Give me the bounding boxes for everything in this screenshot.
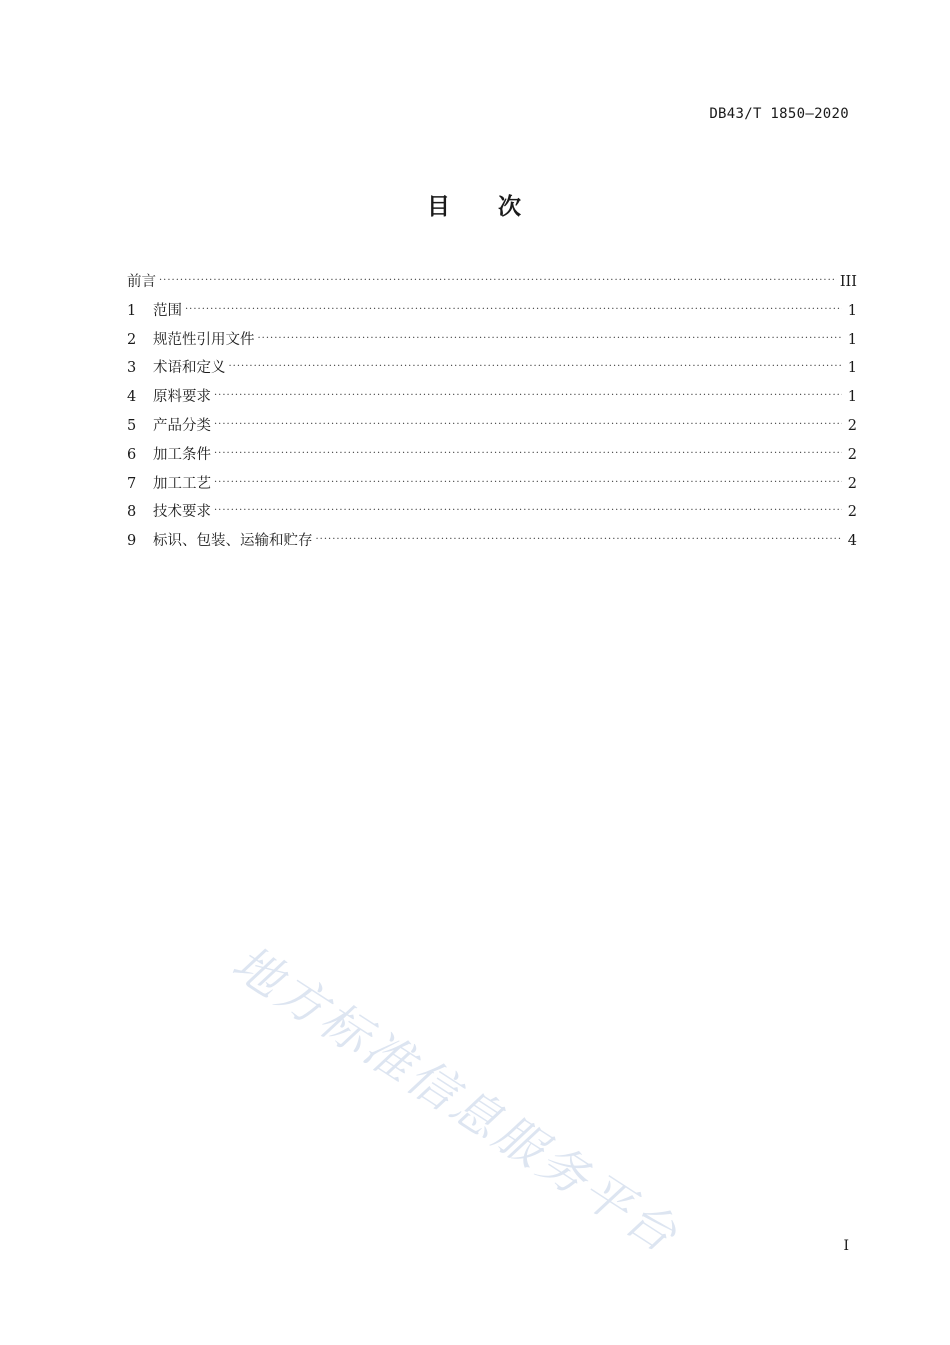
- toc-entry-number: 3: [127, 360, 137, 377]
- toc-entry-label: 术语和定义: [153, 360, 226, 377]
- toc-entry-number: 4: [127, 389, 137, 406]
- toc-entry-label: 规范性引用文件: [153, 331, 255, 348]
- toc-entry-9[interactable]: [127, 527, 857, 556]
- toc-leader-dots: [159, 267, 837, 296]
- toc-entry-3[interactable]: [127, 354, 857, 383]
- toc-entry-number: 2: [127, 331, 137, 348]
- toc-entry-page: 2: [847, 475, 857, 492]
- toc-entry-label: 技术要求: [153, 504, 211, 521]
- toc-leader-dots: [258, 325, 843, 354]
- toc-entry-label: 原料要求: [153, 389, 211, 406]
- toc-leader-dots: [229, 353, 843, 382]
- toc-leader-dots: [214, 382, 842, 411]
- watermark-text: 地方标准信息服务平台: [222, 934, 689, 1265]
- toc-entry-label: 产品分类: [153, 417, 211, 434]
- toc-entry-label: 前言: [127, 274, 156, 290]
- toc-leader-dots: [316, 526, 843, 555]
- toc-entry-number: 5: [127, 417, 137, 434]
- toc-entry-page: 1: [847, 302, 857, 319]
- toc-leader-dots: [214, 497, 842, 526]
- toc-entry-1[interactable]: [127, 297, 857, 326]
- toc-entry-7[interactable]: [127, 470, 857, 499]
- toc-entry-page: 4: [847, 533, 857, 550]
- toc-leader-dots: [214, 469, 842, 498]
- page-title: [0, 188, 950, 221]
- toc-entry-number: 7: [127, 475, 137, 492]
- toc-entry-page: 1: [847, 360, 857, 377]
- toc-leader-dots: [185, 296, 842, 325]
- toc-entry-page: 2: [847, 446, 857, 463]
- table-of-contents: [127, 268, 857, 556]
- toc-entry-number: 9: [127, 533, 137, 550]
- page-number: I: [843, 1238, 849, 1254]
- document-code: DB43/T 1850—2020: [709, 106, 849, 122]
- toc-entry-6[interactable]: [127, 441, 857, 470]
- toc-entry-page: 2: [847, 417, 857, 434]
- toc-entry-number: 8: [127, 504, 137, 521]
- toc-entry-label: 加工工艺: [153, 475, 211, 492]
- toc-entry-label: 加工条件: [153, 446, 211, 463]
- toc-entry-label: 标识、包装、运输和贮存: [153, 533, 313, 550]
- toc-entry-foreword[interactable]: [127, 268, 857, 297]
- toc-entry-number: 1: [127, 302, 137, 319]
- title-char-2: 次: [498, 194, 523, 220]
- toc-entry-page: 1: [847, 331, 857, 348]
- toc-leader-dots: [214, 440, 842, 469]
- toc-entry-2[interactable]: [127, 326, 857, 355]
- toc-entry-4[interactable]: [127, 383, 857, 412]
- toc-entry-label: 范围: [153, 302, 182, 319]
- toc-entry-8[interactable]: [127, 498, 857, 527]
- toc-entry-5[interactable]: [127, 412, 857, 441]
- title-char-1: 目: [427, 194, 452, 220]
- toc-entry-number: 6: [127, 446, 137, 463]
- toc-leader-dots: [214, 411, 842, 440]
- toc-entry-page: 1: [847, 389, 857, 406]
- toc-entry-page: III: [839, 274, 857, 290]
- toc-entry-page: 2: [847, 504, 857, 521]
